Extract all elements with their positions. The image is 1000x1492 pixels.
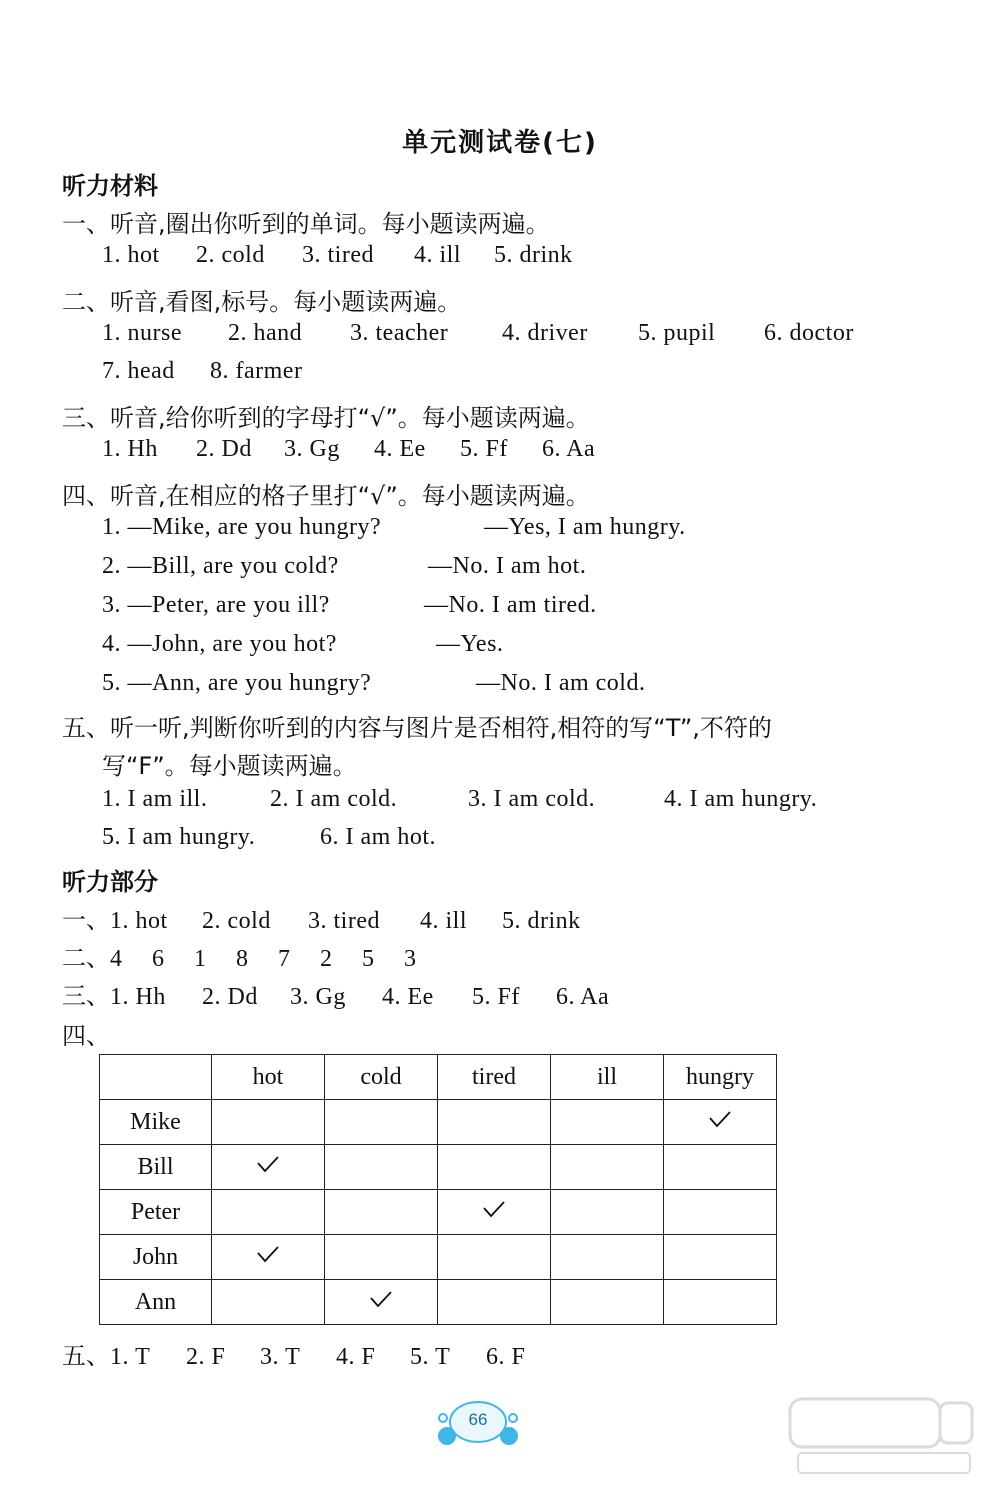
table-cell [664,1235,777,1280]
table-cell [551,1190,664,1235]
answer-5 [62,1336,525,1371]
check-mark-icon [368,1289,394,1309]
answer-item: 3. tired [308,908,380,934]
s5-question-line1: 五、听一听,判断你听到的内容与图片是否相符,相符的写“T”,不符的 [62,714,772,742]
table-cell [438,1190,551,1235]
answer-3 [62,976,609,1011]
table-cell [212,1190,325,1235]
s3-item: 3. Gg [284,436,340,462]
row-name-cell: Peter [100,1190,212,1235]
answer-item: 2 [320,946,333,972]
page-number: 66 [468,1410,488,1429]
table-header-cell: tired [438,1055,551,1100]
watermark-logo [770,1395,980,1480]
answer-item: 1 [194,946,207,972]
s2-item: 6. doctor [764,320,854,346]
table-cell [664,1190,777,1235]
table-cell [438,1100,551,1145]
table-header-cell: hungry [664,1055,777,1100]
table-header-cell: cold [325,1055,438,1100]
s2-question: 二、听音,看图,标号。每小题读两遍。 [62,288,462,316]
s4-dialog-a: —No. I am hot. [428,553,587,579]
answer-item: 6. F [486,1344,526,1370]
s5-item: 6. I am hot. [320,824,436,850]
row-name-cell: Ann [100,1280,212,1325]
table-cell [664,1100,777,1145]
table-cell [551,1100,664,1145]
s4-dialog-a: —No. I am tired. [424,592,597,618]
s2-item: 8. farmer [210,358,303,384]
s5-question-line2: 写“F”。每小题读两遍。 [102,752,357,780]
answer-item: 1. Hh [110,984,166,1010]
table-row [100,1100,777,1145]
table-row [100,1235,777,1280]
table-cell [212,1235,325,1280]
table-cell [438,1145,551,1190]
answer-item: 6 [152,946,165,972]
table-row [100,1190,777,1235]
answer-1 [62,900,581,935]
s4-dialog-q: 1. —Mike, are you hungry? [102,514,382,540]
table-cell [325,1235,438,1280]
section-heading-material: 听力材料 [62,172,158,200]
s5-item: 2. I am cold. [270,786,398,812]
s3-item: 4. Ee [374,436,426,462]
s1-item: 1. hot [102,242,160,268]
check-mark-icon [255,1154,281,1174]
answer-item: 2. F [186,1344,226,1370]
table-cell [212,1100,325,1145]
answer-item: 8 [236,946,249,972]
answer-item: 5. drink [502,908,581,934]
check-mark-icon [481,1199,507,1219]
s2-items-line1 [102,320,854,347]
check-mark-icon [707,1109,733,1129]
page-title: 单元测试卷(七) [402,128,598,158]
page-number-badge [437,1398,519,1448]
table-cell [664,1145,777,1190]
answer-item: 4 [110,946,123,972]
table-cell [212,1280,325,1325]
s5-item: 5. I am hungry. [102,824,256,850]
row-name-cell: John [100,1235,212,1280]
answer-4-prefix: 四、 [62,1022,110,1050]
table-corner-cell [100,1055,212,1100]
answer-item: 7 [278,946,291,972]
answer-item: 2. cold [202,908,271,934]
s2-item: 7. head [102,358,175,384]
s2-item: 1. nurse [102,320,182,346]
table-cell [212,1145,325,1190]
answer-prefix: 三、 [62,982,110,1010]
s1-item: 3. tired [302,242,374,268]
answer-item: 5. T [410,1344,451,1370]
s5-item: 1. I am ill. [102,786,208,812]
s2-item: 2. hand [228,320,303,346]
table-row [100,1280,777,1325]
table-cell [438,1235,551,1280]
answer-item: 6. Aa [556,984,610,1010]
s5-items-line2 [102,824,436,851]
answer-item: 4. ill [420,908,468,934]
s4-question: 四、听音,在相应的格子里打“√”。每小题读两遍。 [62,482,590,510]
s5-item: 4. I am hungry. [664,786,818,812]
answer-item: 1. hot [110,908,168,934]
s1-item: 5. drink [494,242,573,268]
s4-dialog-q: 3. —Peter, are you ill? [102,592,330,618]
table-cell [664,1280,777,1325]
s4-dialog-q: 2. —Bill, are you cold? [102,553,339,579]
table-cell [325,1280,438,1325]
s2-item: 3. teacher [350,320,449,346]
s1-item: 4. ill [414,242,462,268]
answer-item: 3 [404,946,417,972]
answer-prefix: 二、 [62,944,110,972]
table-row [100,1145,777,1190]
table-header-row [100,1055,777,1100]
s1-items [102,242,573,269]
answer-item: 4. F [336,1344,376,1370]
answer-prefix: 一、 [62,906,110,934]
s2-item: 4. driver [502,320,588,346]
check-mark-icon [255,1244,281,1264]
s3-items [102,436,595,463]
answer-item: 1. T [110,1344,151,1370]
answer-table [99,1054,777,1325]
table-cell [438,1280,551,1325]
answer-item: 3. Gg [290,984,346,1010]
s4-dialog-a: —Yes. [436,631,504,657]
s4-dialog-a: —Yes, I am hungry. [484,514,686,540]
table-cell [551,1235,664,1280]
answer-item: 5 [362,946,375,972]
watermark-icon [770,1395,980,1480]
table-cell [551,1280,664,1325]
table-cell [325,1145,438,1190]
table-cell [325,1190,438,1235]
s2-item: 5. pupil [638,320,716,346]
s3-item: 2. Dd [196,436,252,462]
s2-items-line2 [102,358,302,385]
table-cell [551,1145,664,1190]
s1-item: 2. cold [196,242,265,268]
answer-item: 4. Ee [382,984,434,1010]
row-name-cell: Bill [100,1145,212,1190]
s3-item: 6. Aa [542,436,596,462]
section-heading-answers: 听力部分 [62,868,158,896]
s1-question: 一、听音,圈出你听到的单词。每小题读两遍。 [62,210,550,238]
answer-prefix: 五、 [62,1342,110,1370]
s3-item: 5. Ff [460,436,508,462]
answer-item: 3. T [260,1344,301,1370]
s5-item: 3. I am cold. [468,786,596,812]
row-name-cell: Mike [100,1100,212,1145]
s5-items-line1 [102,786,817,813]
table-cell [325,1100,438,1145]
s4-dialog-q: 5. —Ann, are you hungry? [102,670,372,696]
s3-item: 1. Hh [102,436,158,462]
s4-dialog-q: 4. —John, are you hot? [102,631,337,657]
s3-question: 三、听音,给你听到的字母打“√”。每小题读两遍。 [62,404,590,432]
answer-item: 2. Dd [202,984,258,1010]
s4-dialog-a: —No. I am cold. [476,670,646,696]
table-header-cell: hot [212,1055,325,1100]
answer-2 [62,938,417,973]
table-header-cell: ill [551,1055,664,1100]
answer-item: 5. Ff [472,984,520,1010]
